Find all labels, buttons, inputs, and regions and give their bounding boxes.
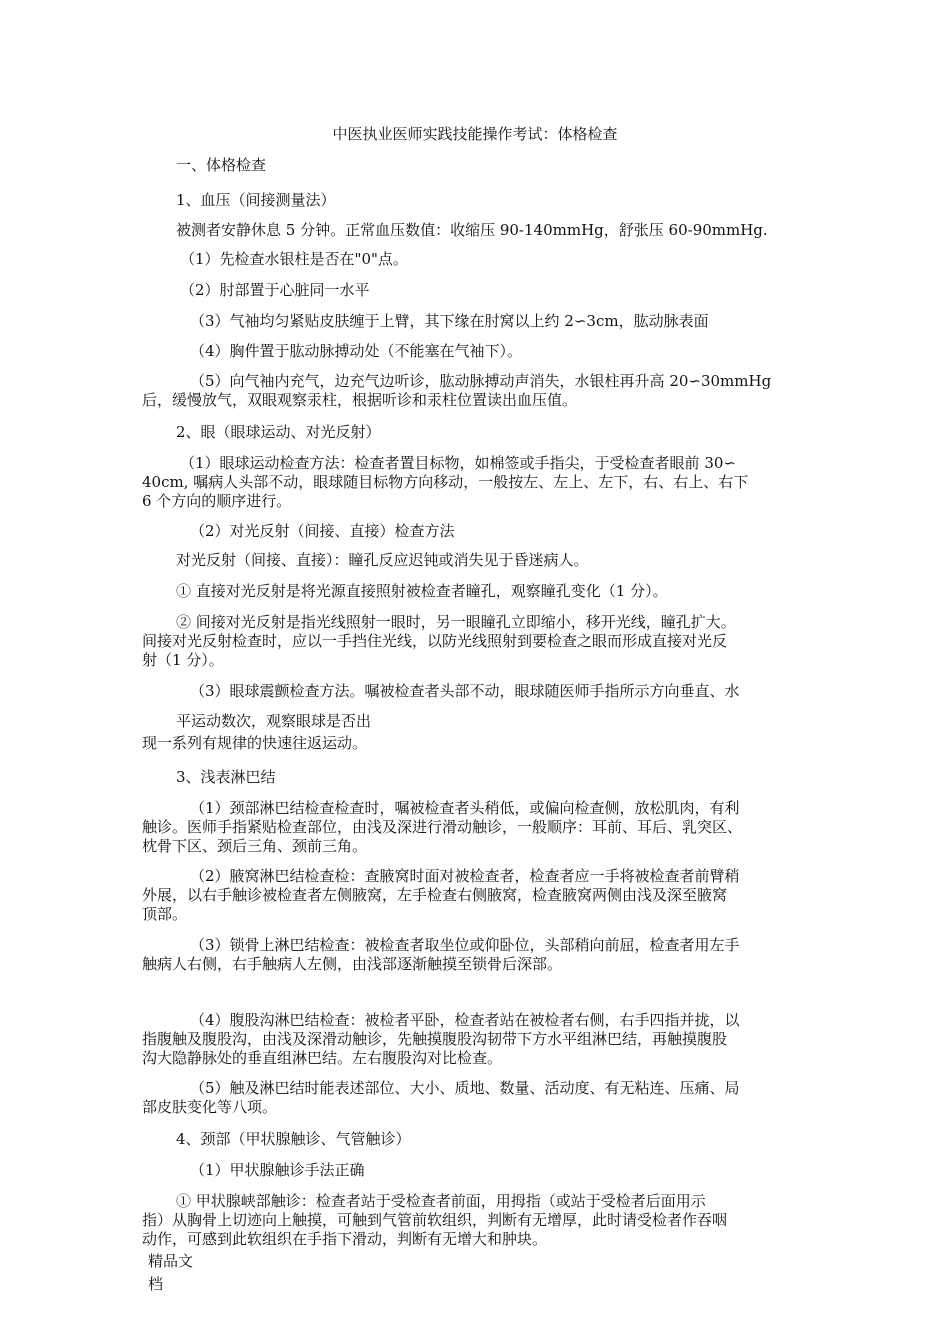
paragraph-line: （3）锁骨上淋巴结检查：被检查者取坐位或仰卧位，头部稍向前屈，检查者用左手: [190, 936, 740, 954]
paragraph-line: 40cm, 嘱病人头部不动，眼球随目标物方向移动，一般按左、左上、左下，右、右上、右下: [142, 473, 749, 491]
paragraph-line: 沟大隐静脉处的垂直组淋巴结。左右腹股沟对比检查。: [142, 1049, 503, 1067]
footer-line: 档: [148, 1275, 164, 1293]
paragraph-line: 部皮肤变化等八项。: [142, 1098, 278, 1116]
paragraph-line: 现一系列有规律的快速往返运动。: [142, 734, 368, 752]
subsection-heading: 1、血压（间接测量法）: [176, 191, 336, 209]
paragraph-line: （4）胸件置于肱动脉搏动处（不能塞在气袖下）。: [190, 342, 523, 360]
paragraph-line: ① 甲状腺峡部触诊：检查者站于受检查者前面，用拇指（或站于受检者后面用示: [176, 1192, 706, 1210]
paragraph-line: 动作，可感到此软组织在手指下滑动，判断有无增大和肿块。: [142, 1230, 548, 1248]
paragraph-line: 枕骨下区、颈后三角、颈前三角。: [142, 837, 368, 855]
paragraph-line: 指腹触及腹股沟，由浅及深滑动触诊，先触摸腹股沟韧带下方水平组淋巴结，再触摸腹股: [142, 1030, 728, 1048]
paragraph-line: 触病人右侧，右手触病人左侧，由浅部逐渐触摸至锁骨后深部。: [142, 955, 563, 973]
paragraph-line: （2）对光反射（间接、直接）检查方法: [190, 522, 455, 540]
paragraph-line: （1）眼球运动检查方法：检查者置目标物，如棉签或手指尖，于受检查者眼前 30∽: [180, 454, 736, 472]
footer-watermark: [148, 1250, 193, 1296]
paragraph-line: 对光反射（间接、直接）：瞳孔反应迟钝或消失见于昏迷病人。: [176, 551, 589, 569]
paragraph-line: 后，缓慢放气，双眼观察汞柱，根据听诊和汞柱位置读出血压值。: [142, 391, 578, 409]
paragraph-line: 射（1 分）。: [142, 651, 224, 669]
paragraph-line: ② 间接对光反射是指光线照射一眼时，另一眼瞳孔立即缩小，移开光线，瞳孔扩大。: [176, 613, 736, 631]
section-heading: 一、体格检查: [176, 156, 267, 174]
paragraph-line: 平运动数次，观察眼球是否出: [176, 712, 372, 730]
paragraph-line: 外展，以右手触诊被检查者左侧腋窝，左手检查右侧腋窝，检查腋窝两侧由浅及深至腋窝: [142, 886, 728, 904]
paragraph-line: （2）腋窝淋巴结检查检：查腋窝时面对被检查者，检查者应一手将被检查者前臂稍: [190, 867, 740, 885]
footer-line: 精品文: [148, 1252, 194, 1270]
paragraph-line: （5）向气袖内充气，边充气边听诊，肱动脉搏动声消失，水银柱再升高 20∽30mmHg: [190, 372, 772, 390]
paragraph-line: 指）从胸骨上切迹向上触摸，可触到气管前软组织，判断有无增厚，此时请受检者作吞咽: [142, 1211, 728, 1229]
paragraph-line: （1）先检查水银柱是否在"0"点。: [180, 250, 408, 268]
paragraph-line: （3）气袖均匀紧贴皮肤缠于上臂，其下缘在肘窝以上约 2∽3cm，肱动脉表面: [190, 312, 709, 330]
paragraph-line: 被测者安静休息 5 分钟。正常血压数值：收缩压 90-140mmHg，舒张压 60-90mmHg.: [176, 221, 768, 239]
paragraph-line: 6 个方向的顺序进行。: [142, 492, 292, 510]
paragraph-line: （1）甲状腺触诊手法正确: [190, 1161, 365, 1179]
subsection-heading: 2、眼（眼球运动、对光反射）: [176, 423, 381, 441]
paragraph-line: （2）肘部置于心脏同一水平: [180, 281, 370, 299]
paragraph-line: （4）腹股沟淋巴结检查：被检者平卧，检查者站在被检者右侧，右手四指并拢，以: [190, 1011, 740, 1029]
subsection-heading: 4、颈部（甲状腺触诊、气管触诊）: [176, 1130, 411, 1148]
paragraph-line: （1）颈部淋巴结检查检查时，嘱被检查者头稍低，或偏向检查侧，放松肌肉，有利: [190, 799, 740, 817]
paragraph-line: （3）眼球震颤检查方法。嘱被检查者头部不动，眼球随医师手指所示方向垂直、水: [190, 682, 740, 700]
paragraph-line: （5）触及淋巴结时能表述部位、大小、质地、数量、活动度、有无粘连、压痛、局: [190, 1079, 740, 1097]
document-title: 中医执业医师实践技能操作考试：体格检查: [332, 125, 618, 143]
paragraph-line: ① 直接对光反射是将光源直接照射被检查者瞳孔，观察瞳孔变化（1 分）。: [176, 582, 668, 600]
subsection-heading: 3、浅表淋巴结: [176, 768, 276, 786]
paragraph-line: 触诊。医师手指紧贴检查部位，由浅及深进行滑动触诊，一般顺序：耳前、耳后、乳突区、: [142, 818, 743, 836]
paragraph-line: 顶部。: [142, 905, 188, 923]
paragraph-line: 间接对光反射检查时，应以一手挡住光线，以防光线照射到要检查之眼而形成直接对光反: [142, 632, 728, 650]
